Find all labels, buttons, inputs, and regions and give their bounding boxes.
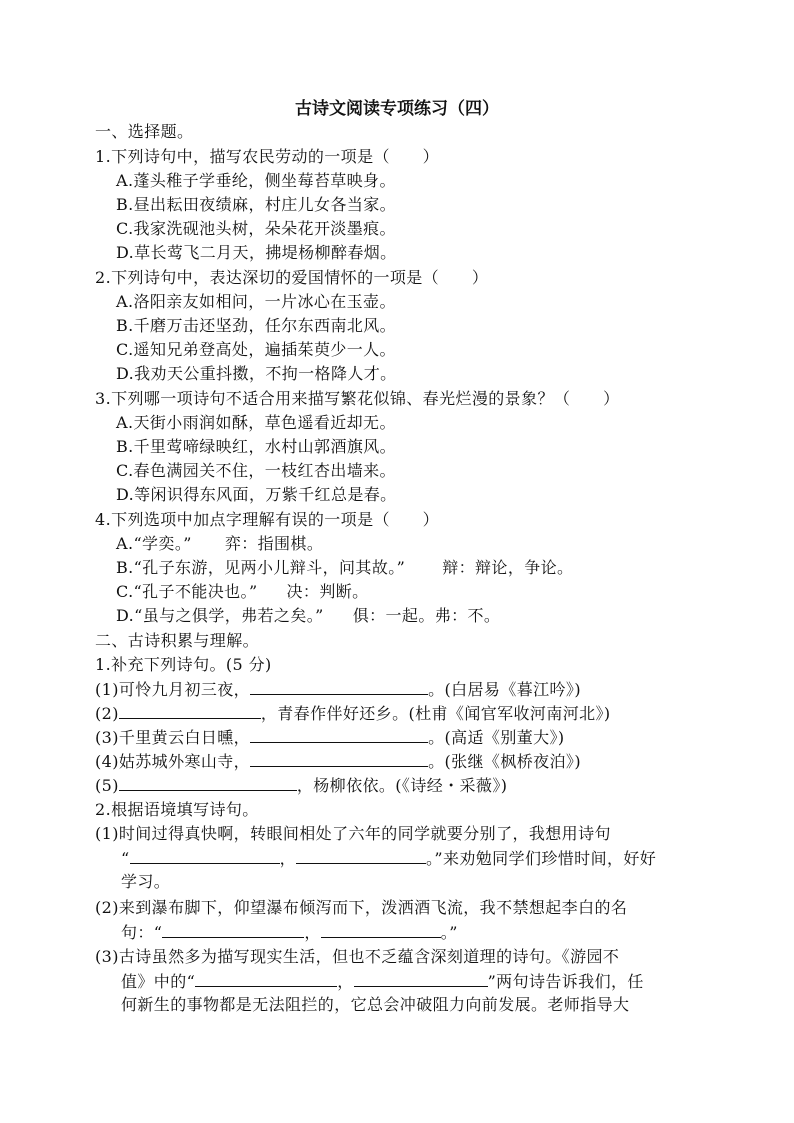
question-1-option-d[interactable]: D.草长莺飞二月天，拂堤杨柳醉春烟。 [116,243,397,262]
answer-blank[interactable] [195,969,337,987]
option-c-note: 决：判断。 [286,582,369,601]
option-d-note: 俱：一起。弗：不。 [352,606,501,625]
fill-item-number: (2) [95,704,119,723]
question-3-stem: 3.下列哪一项诗句不适合用来描写繁花似锦、春光烂漫的景象？（ ） [95,389,620,408]
fill-item-number: (4) [95,752,119,771]
answer-blank[interactable] [321,920,441,938]
fill-item-after: 。(白居易《暮江吟》) [428,680,581,699]
fill-item-5 [95,773,507,798]
section-1-heading: 一、选择题。 [95,122,194,141]
option-b-text: B.“孔子东游，见两小儿辩斗，问其故。” [116,558,406,577]
option-d-text: D.“虽与之俱学，弗若之矣。” [116,606,324,625]
fill-item-number: (1) [95,680,119,699]
section-2-heading: 二、古诗积累与理解。 [95,631,260,650]
fill-item-3 [95,725,565,750]
question-2-option-c[interactable]: C.遥知兄弟登高处，遍插茱萸少一人。 [116,340,396,359]
option-a-text: A.“学奕。” [116,534,192,553]
question-4-option-c[interactable] [116,580,369,604]
question-1-option-b[interactable]: B.昼出耘田夜绩麻，村庄儿女各当家。 [116,195,397,214]
question-1-option-a[interactable]: A.蓬头稚子学垂纶，侧坐莓苔草映身。 [116,171,396,190]
fill-item-2 [95,701,611,726]
answer-blank[interactable] [250,725,428,743]
question-4-stem: 4.下列选项中加点字理解有误的一项是（ ） [95,510,440,529]
question-1-stem: 1.下列诗句中，描写农民劳动的一项是（ ） [95,147,440,166]
answer-blank[interactable] [130,846,280,864]
answer-blank[interactable] [119,773,297,791]
separator: ， [304,923,321,942]
answer-blank[interactable] [354,969,488,987]
question-3-option-c[interactable]: C.春色满园关不住，一枝红杏出墙来。 [116,461,396,480]
answer-blank[interactable] [296,846,426,864]
question-2-stem: 2.下列诗句中，表达深切的爱国情怀的一项是（ ） [95,268,489,287]
fill-item-4 [95,749,581,774]
fill-item-after: 。(高适《别董大》) [428,728,565,747]
question-2-option-d[interactable]: D.我劝天公重抖擞，不拘一格降人才。 [116,364,397,383]
context-3-line-2 [121,969,644,994]
question-4-option-d[interactable] [116,604,500,628]
open-quote: “ [121,849,130,868]
question-3-option-d[interactable]: D.等闲识得东风面，万紫千红总是春。 [116,485,397,504]
fill-item-number: (5) [95,776,119,795]
section-2-q2-stem: 2.根据语境填写诗句。 [95,800,259,819]
line-prefix: 值》中的“ [121,972,196,991]
option-c-text: C.“孔子不能决也。” [116,582,258,601]
line-end: 。”来劝勉同学们珍惜时间，好好 [426,849,657,868]
answer-blank[interactable] [250,677,428,695]
answer-blank[interactable] [250,749,428,767]
question-3-option-a[interactable]: A.天街小雨润如酥，草色遥看近却无。 [116,413,396,432]
context-3-line-1: (3)古诗虽然多为描写现实生活，但也不乏蕴含深刻道理的诗句。《游园不 [95,947,620,966]
page-title: 古诗文阅读专项练习（四） [295,99,499,119]
question-4-option-b[interactable] [116,556,573,580]
question-4-option-a[interactable] [116,532,323,556]
option-b-note: 辩：辩论，争论。 [442,558,574,577]
separator: ， [279,849,296,868]
context-1-line-1: (1)时间过得真快啊，转眼间相处了六年的同学就要分别了，我想用诗句 [95,824,611,843]
fill-item-after: ，杨柳依依。(《诗经・采薇》) [296,776,508,795]
fill-item-after: ，青春作伴好还乡。(杜甫《闻官军收河南河北》) [260,704,611,723]
context-3-line-3: 何新生的事物都是无法阻拦的，它总会冲破阻力向前发展。老师指导大 [121,995,630,1014]
separator: ， [337,972,354,991]
line-end: 。” [440,923,458,942]
question-2-option-a[interactable]: A.洛阳亲友如相问，一片冰心在玉壶。 [116,292,396,311]
line-prefix: 句：“ [121,923,163,942]
fill-item-before: 可怜九月初三夜， [118,680,251,699]
context-2-line-1: (2)来到瀑布脚下，仰望瀑布倾泻而下，泼洒酒飞流，我不禁想起李白的名 [95,898,628,917]
line-end: ”两句诗告诉我们，任 [487,972,644,991]
fill-item-1 [95,677,581,702]
fill-item-number: (3) [95,728,119,747]
context-1-line-2 [121,846,656,871]
answer-blank[interactable] [162,920,304,938]
context-1-line-3: 学习。 [121,872,171,891]
context-2-line-2 [121,920,458,945]
question-1-option-c[interactable]: C.我家洗砚池头树，朵朵花开淡墨痕。 [116,219,396,238]
question-3-option-b[interactable]: B.千里莺啼绿映红，水村山郭酒旗风。 [116,437,397,456]
question-2-option-b[interactable]: B.千磨万击还坚劲，任尔东西南北风。 [116,316,397,335]
fill-item-before: 姑苏城外寒山寺， [118,752,251,771]
fill-item-before: 千里黄云白日曛， [118,728,251,747]
option-a-note: 弈：指围棋。 [224,534,324,553]
answer-blank[interactable] [119,701,261,719]
section-2-q1-stem: 1.补充下列诗句。(5 分) [95,655,272,674]
fill-item-after: 。(张继《枫桥夜泊》) [428,752,581,771]
